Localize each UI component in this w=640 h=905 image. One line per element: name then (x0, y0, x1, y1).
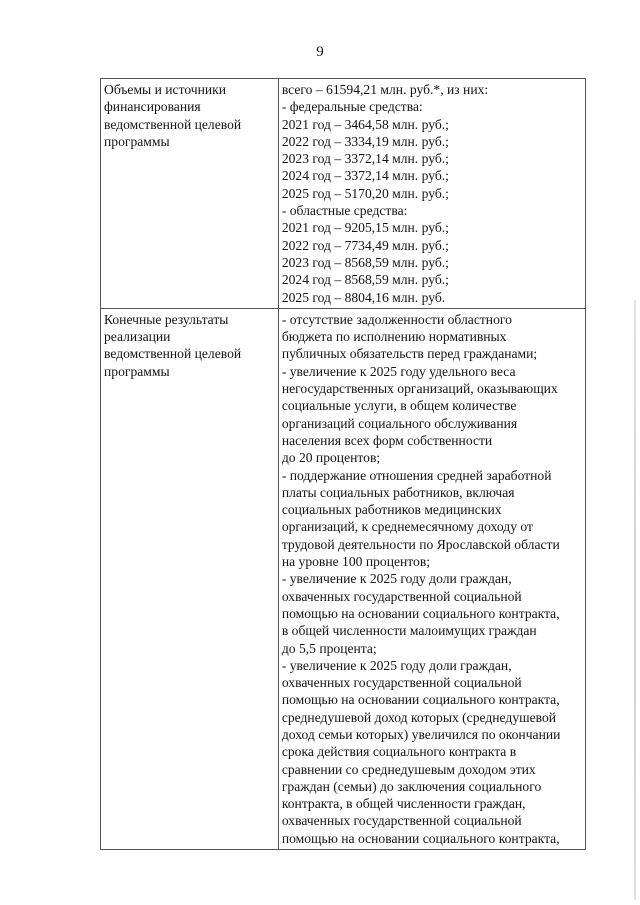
content-line: охваченных государственной социальной (281, 675, 522, 691)
content-line: - областные средства: (281, 203, 408, 219)
row-content-cell (278, 308, 585, 849)
content-line: негосударственных организаций, оказывающих (281, 381, 558, 397)
content-line: - отсутствие задолженности областного (281, 311, 512, 327)
row-label-line: Объемы и источники (104, 82, 227, 97)
content-line: 2025 год – 5170,20 млн. руб.; (281, 185, 449, 201)
content-line: трудовой деятельности по Ярославской области (281, 536, 560, 552)
content-line: доход семьи которых) увеличился по окончании (281, 726, 561, 742)
content-line: охваченных государственной социальной (281, 588, 522, 604)
content-line: 2021 год – 9205,15 млн. руб.; (281, 220, 449, 236)
content-line: населения всех форм собственности (281, 432, 493, 448)
content-line: 2025 год – 8804,16 млн. руб. (281, 289, 446, 305)
row-label-line: реализации (104, 329, 171, 345)
content-line: - поддержание отношения средней заработной (281, 467, 552, 483)
row-label-line: Конечные результаты (104, 311, 229, 327)
content-line: 2023 год – 8568,59 млн. руб.; (281, 254, 449, 270)
content-line: охваченных государственной социальной (281, 813, 522, 829)
row-content-cell (278, 79, 585, 309)
content-line: - увеличение к 2025 году удельного веса (281, 363, 516, 379)
content-line: платы социальных работников, включая (281, 484, 515, 500)
content-line: 2024 год – 8568,59 млн. руб.; (281, 272, 449, 288)
content-line: организаций социального обслуживания (281, 415, 518, 431)
content-line: среднедушевой доход которых (среднедушевой (281, 709, 557, 725)
content-line: - увеличение к 2025 году доли граждан, (281, 571, 512, 587)
content-line: на уровне 100 процентов; (281, 554, 431, 570)
content-line: 2022 год – 3334,19 млн. руб.; (281, 133, 449, 149)
scan-edge-shadow (634, 300, 636, 900)
content-line: граждан (семьи) до заключения социального (281, 778, 542, 794)
content-line: - увеличение к 2025 году доли граждан, (281, 657, 512, 673)
row-label-line: программы (104, 133, 170, 149)
program-passport-table (100, 78, 586, 850)
content-line: до 5,5 процента; (281, 640, 377, 656)
content-line: 2024 год – 3372,14 млн. руб.; (281, 168, 449, 184)
content-line: публичных обязательств перед гражданами; (281, 346, 538, 362)
content-line: организаций, к среднемесячному доходу от (281, 519, 533, 535)
content-line: контракта, в общей численности граждан, (281, 796, 526, 812)
content-line: сравнении со среднедушевым доходом этих (281, 761, 536, 777)
content-line: в общей численности малоимущих граждан (281, 623, 537, 639)
row-label-cell (101, 79, 279, 309)
row-label-line: ведомственной целевой (104, 346, 242, 362)
content-line: - федеральные средства: (281, 99, 423, 115)
content-line: 2022 год – 7734,49 млн. руб.; (281, 237, 449, 253)
row-label-line: ведомственной целевой (104, 116, 242, 132)
content-line: социальных работников медицинских (281, 502, 502, 518)
content-line: 2023 год – 3372,14 млн. руб.; (281, 151, 449, 167)
content-line: помощью на основании социального контракта, (281, 830, 560, 846)
content-line: 2021 год – 3464,58 млн. руб.; (281, 116, 449, 132)
page-number: 9 (316, 44, 324, 60)
content-line: срока действия социального контракта в (281, 744, 517, 760)
row-label-cell (101, 308, 279, 849)
content-line: помощью на основании социального контракта, (281, 605, 560, 621)
table-row (101, 79, 586, 309)
content-line: помощью на основании социального контракта, (281, 692, 560, 708)
content-line: социальные услуги, в общем количестве (281, 398, 517, 414)
row-label-line: программы (104, 363, 170, 379)
table-row (101, 308, 586, 849)
row-label-line: финансирования (104, 99, 201, 115)
content-line: до 20 процентов; (281, 450, 381, 466)
content-line: всего – 61594,21 млн. руб.*, из них: (281, 82, 489, 97)
content-line: бюджета по исполнению нормативных (281, 329, 507, 345)
